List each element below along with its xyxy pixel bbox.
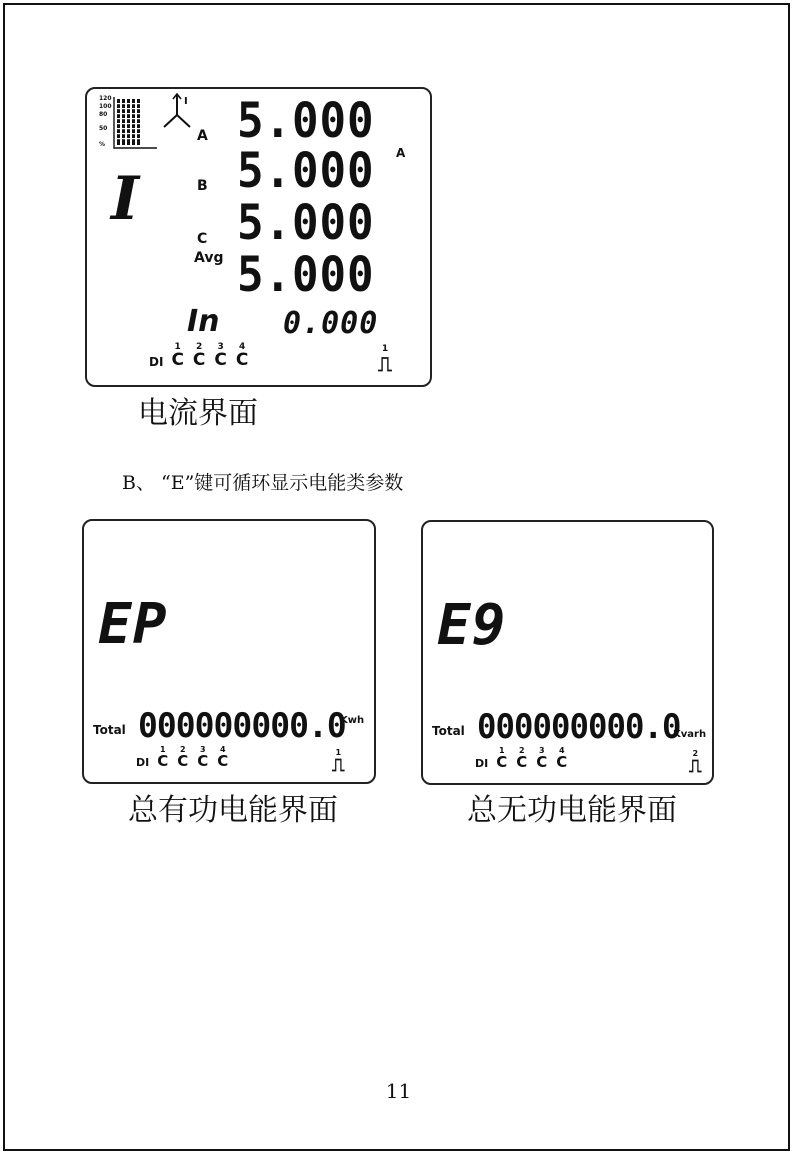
di-number: 2 xyxy=(518,746,525,755)
active-energy-code: EP xyxy=(98,592,168,657)
reactive-energy-value: 000000000.0 xyxy=(477,707,681,747)
value-phase-b: 5.000 xyxy=(237,143,375,199)
di-label: DI xyxy=(136,756,150,769)
lcd-reactive-energy-panel xyxy=(421,520,714,785)
di-channel-1 xyxy=(171,343,183,369)
total-label: Total xyxy=(432,724,465,738)
di-number: 2 xyxy=(196,342,203,352)
di-indicators xyxy=(136,746,237,769)
di-symbol: C xyxy=(197,752,209,770)
scale-percent: % xyxy=(99,141,106,148)
di-channel-3 xyxy=(214,343,226,369)
unit-amp-label: A xyxy=(396,146,406,160)
reactive-energy-code: E9 xyxy=(437,593,507,658)
pulse-icon: ⎍ xyxy=(378,352,392,376)
di-channel-1 xyxy=(157,746,168,769)
di-channel-1 xyxy=(496,747,507,770)
pulse-number: 1 xyxy=(381,344,389,354)
scale-80: 80 xyxy=(99,111,108,118)
scale-120: 120 xyxy=(99,95,112,102)
value-avg: 5.000 xyxy=(237,247,375,303)
pulse-number: 1 xyxy=(335,748,342,757)
value-phase-c: 5.000 xyxy=(237,195,375,251)
caption-reactive-energy: 总无功电能界面 xyxy=(467,793,677,828)
page-number: 11 xyxy=(385,1079,412,1103)
di-symbol: C xyxy=(157,752,169,770)
unit-kwh-label: Kwh xyxy=(340,715,365,726)
value-phase-a: 5.000 xyxy=(237,93,375,149)
caption-current: 电流界面 xyxy=(138,396,258,431)
pulse-indicator xyxy=(689,750,702,776)
scale-50: 50 xyxy=(99,125,108,132)
active-energy-value: 000000000.0 xyxy=(138,706,346,746)
di-number: 1 xyxy=(498,746,505,755)
di-number: 3 xyxy=(538,746,545,755)
phase-a-label: A xyxy=(197,128,208,144)
phase-star-icon xyxy=(161,93,193,133)
total-label: Total xyxy=(93,723,126,737)
di-number: 1 xyxy=(159,745,166,754)
di-symbol: C xyxy=(171,350,184,370)
pulse-icon: ⎍ xyxy=(689,756,702,777)
phase-b-label: B xyxy=(197,178,208,194)
di-symbol: C xyxy=(217,752,229,770)
avg-label: Avg xyxy=(194,250,224,266)
di-symbol: C xyxy=(536,753,548,771)
pulse-number: 2 xyxy=(692,749,699,758)
lcd-active-energy-panel xyxy=(82,519,376,784)
bargraph-icon xyxy=(113,95,159,151)
pulse-indicator xyxy=(332,749,345,775)
di-channel-3 xyxy=(197,746,208,769)
neutral-current-label: In xyxy=(187,304,220,339)
di-channel-3 xyxy=(536,747,547,770)
current-symbol: I xyxy=(111,164,140,234)
di-number: 3 xyxy=(217,342,224,352)
di-symbol: C xyxy=(177,752,189,770)
di-symbol: C xyxy=(214,350,227,370)
di-symbol: C xyxy=(516,753,528,771)
unit-kvarh-label: Kvarh xyxy=(673,729,707,740)
di-symbol: C xyxy=(235,350,249,370)
di-number: 3 xyxy=(199,745,206,754)
pulse-indicator xyxy=(378,345,392,374)
caption-active-energy: 总有功电能界面 xyxy=(128,793,338,828)
di-symbol: C xyxy=(192,350,206,370)
phase-icon-label: I xyxy=(184,96,188,107)
lcd-current-panel xyxy=(85,87,432,387)
value-neutral: 0.000 xyxy=(283,306,379,341)
di-indicators xyxy=(149,343,257,369)
di-number: 4 xyxy=(239,342,246,352)
di-channel-2 xyxy=(177,746,188,769)
di-channel-2 xyxy=(516,747,527,770)
instruction-text: B、 “E”键可循环显示电能类参数 xyxy=(122,472,404,494)
pulse-icon: ⎍ xyxy=(332,755,345,776)
bargraph-scale xyxy=(99,95,113,149)
di-label: DI xyxy=(475,757,489,770)
di-channel-4 xyxy=(236,343,248,369)
di-indicators xyxy=(475,747,576,770)
di-number: 1 xyxy=(174,342,181,352)
di-number: 4 xyxy=(559,746,565,755)
di-channel-4 xyxy=(556,747,567,770)
di-channel-2 xyxy=(193,343,205,369)
di-channel-4 xyxy=(217,746,228,769)
di-label: DI xyxy=(149,355,164,369)
di-symbol: C xyxy=(556,753,568,771)
phase-c-label: C xyxy=(197,231,208,247)
di-number: 4 xyxy=(220,745,226,754)
di-number: 2 xyxy=(179,745,186,754)
scale-100: 100 xyxy=(99,103,112,110)
di-symbol: C xyxy=(496,753,508,771)
